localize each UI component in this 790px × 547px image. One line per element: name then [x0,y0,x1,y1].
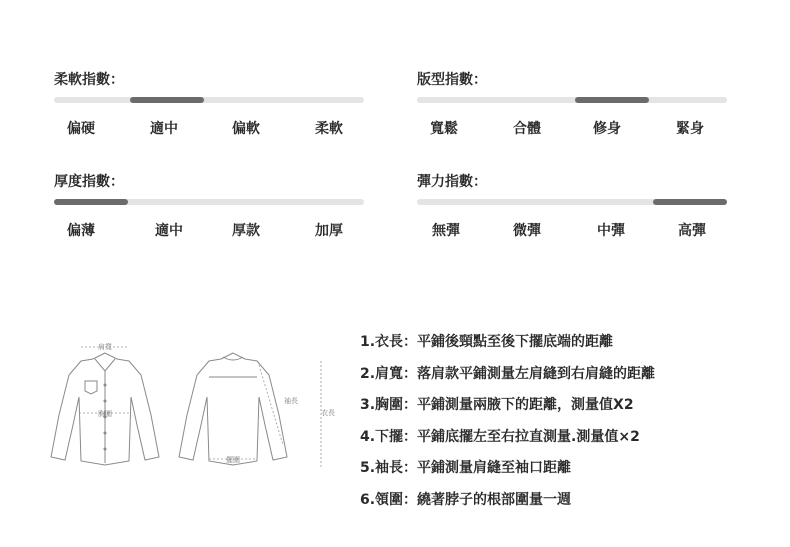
thickness-option: 加厚 [315,223,343,239]
fit-option: 合體 [513,121,541,137]
softness-track [54,97,364,103]
elasticity-option: 中彈 [597,223,625,239]
thickness-option: 適中 [155,223,183,239]
back-shirt-outline [179,353,287,465]
elasticity-level [653,199,727,205]
chest-label: 胸圍 [98,410,112,418]
sleeve-measure-line [259,365,283,445]
softness-option: 柔軟 [315,121,343,137]
sleeve-label: 袖長 [284,397,298,405]
elasticity-option: 無彈 [432,223,460,239]
fit-option: 修身 [593,121,621,137]
softness-title: 柔軟指數： [54,72,124,88]
fit-indicator [417,70,727,137]
softness-indicator [54,70,364,137]
note-sleeve: 5.袖長：平鋪測量肩縫至袖口距離 [360,460,572,476]
thickness-track [54,199,364,205]
softness-level [130,97,204,103]
shoulder-label: 肩寬 [98,343,112,351]
note-length: 1.衣長：平鋪後頸點至後下擺底端的距離 [360,334,614,350]
softness-option: 適中 [150,121,178,137]
elasticity-title: 彈力指數： [417,174,487,190]
fit-track [417,97,727,103]
elasticity-option: 微彈 [513,223,541,239]
fit-option: 緊身 [676,121,704,137]
note-shoulder: 2.肩寬：落肩款平鋪測量左肩縫到右肩縫的距離 [360,365,656,382]
shirt-illustration [45,335,335,475]
front-collar [95,359,115,371]
thickness-indicator [54,172,364,239]
length-label: 衣長 [321,409,335,417]
thickness-option: 厚款 [232,223,260,239]
shirt-measurement-diagram [45,335,335,475]
thickness-level [54,199,128,205]
hem-label: 擺圍 [226,456,240,464]
back-collar [223,357,243,360]
fit-title: 版型指數： [417,72,487,88]
thickness-title: 厚度指數： [54,174,124,190]
fit-level [575,97,649,103]
front-pocket [85,381,97,394]
measurement-notes [360,330,655,519]
note-collar: 6.領圍：繞著脖子的根部圍量一週 [360,491,572,508]
elasticity-track [417,199,727,205]
elasticity-option: 高彈 [678,223,706,239]
note-hem: 4.下擺：平鋪底擺左至右拉直測量.測量值×2 [360,428,640,445]
note-chest: 3.胸圍：平鋪測量兩腋下的距離，測量值X2 [360,397,634,413]
elasticity-indicator [417,172,727,239]
thickness-option: 偏薄 [67,223,95,239]
fit-option: 寬鬆 [430,121,458,137]
softness-option: 偏硬 [67,121,95,137]
softness-option: 偏軟 [232,121,260,137]
